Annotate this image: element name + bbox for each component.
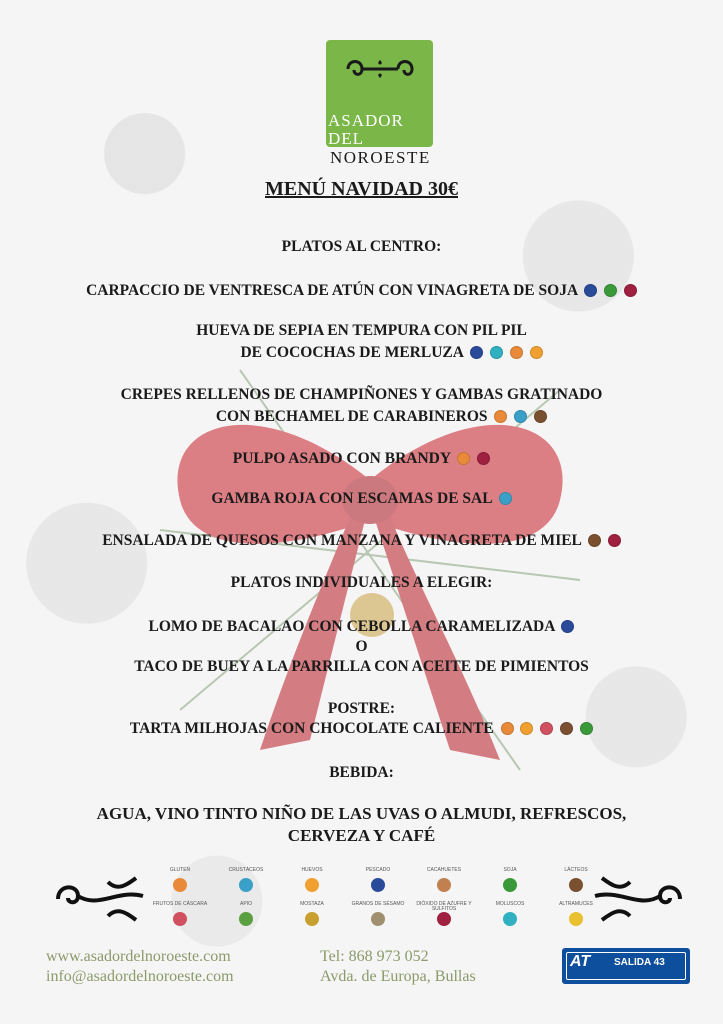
sulphite-allergen-icon: [624, 284, 637, 297]
dish-hueva-line-2: [0, 344, 723, 362]
dish-text: PULPO ASADO CON BRANDY: [232, 450, 451, 467]
dish-text: DE COCOCHAS DE MERLUZA: [240, 344, 464, 361]
allergen-icon: [371, 912, 385, 926]
dish-pulpo: [0, 450, 723, 468]
allergen-icon: [239, 878, 253, 892]
dish-carpaccio: [0, 282, 723, 300]
footer-email[interactable]: info@asadordelnoroeste.com: [46, 968, 234, 985]
allergen-icon: [173, 912, 187, 926]
allergen-label: GLUTEN: [169, 867, 191, 873]
fish-allergen-icon: [561, 620, 574, 633]
allergen-legend-item: [150, 868, 210, 892]
dish-text: CON BECHAMEL DE CARABINEROS: [215, 408, 488, 425]
allergen-legend-item: [216, 868, 276, 892]
allergen-legend-item: [150, 902, 210, 926]
footer-address: Avda. de Europa, Bullas: [320, 968, 476, 985]
logo-line-1: ASADOR: [328, 111, 404, 130]
dish-gamba: [0, 490, 723, 508]
allergen-legend-item: [546, 868, 606, 892]
restaurant-logo: [326, 40, 433, 147]
gluten-allergen-icon: [501, 722, 514, 735]
allergen-icon: [569, 912, 583, 926]
allergen-label: CRUSTÁCEOS: [228, 867, 264, 873]
allergen-label: HUEVOS: [301, 867, 323, 873]
gluten-allergen-icon: [494, 410, 507, 423]
soy-allergen-icon: [580, 722, 593, 735]
allergen-legend-item: [348, 868, 408, 892]
logo-text: [328, 112, 404, 148]
allergen-icon: [305, 912, 319, 926]
ornament-swirl-icon: [340, 54, 420, 84]
or-separator: O: [355, 638, 368, 655]
dish-text: TARTA MILHOJAS CON CHOCOLATE CALIENTE: [129, 720, 494, 737]
allergen-label: MOLUSCOS: [495, 901, 525, 907]
allergen-label: PESCADO: [365, 867, 391, 873]
salida-text: SALIDA 43: [614, 957, 665, 968]
allergen-label: LÁCTEOS: [564, 867, 588, 873]
allergen-label: GRANOS DE SÉSAMO: [351, 901, 405, 907]
allergen-legend-item: [282, 868, 342, 892]
dish-text: GAMBA ROJA CON ESCAMAS DE SAL: [211, 490, 492, 507]
dish-tarta: [0, 720, 723, 738]
logo-subtitle: NOROESTE: [330, 148, 431, 167]
ornament-scroll-left-icon: [48, 874, 148, 924]
allergen-label: SOJA: [503, 867, 517, 873]
allergen-icon: [305, 878, 319, 892]
section-heading-bebida: BEBIDA:: [329, 764, 394, 781]
allergen-icon: [371, 878, 385, 892]
dairy-allergen-icon: [534, 410, 547, 423]
gluten-allergen-icon: [457, 452, 470, 465]
fish-allergen-icon: [470, 346, 483, 359]
dairy-allergen-icon: [560, 722, 573, 735]
dish-crepes-line-2: [0, 408, 723, 426]
menu-title: MENÚ NAVIDAD 30€: [265, 178, 458, 200]
dish-text: LOMO DE BACALAO CON CEBOLLA CARAMELIZADA: [148, 618, 555, 635]
allergen-label: APIO: [240, 901, 252, 907]
dairy-allergen-icon: [588, 534, 601, 547]
allergen-label: FRUTOS DE CÁSCARA: [152, 901, 208, 907]
section-heading-centro: PLATOS AL CENTRO:: [281, 238, 442, 255]
allergen-label: DIÓXIDO DE AZUFRE Y SULFITOS: [416, 901, 472, 912]
drinks-line-2: CERVEZA Y CAFÉ: [287, 826, 436, 845]
dish-bacalao: [0, 618, 723, 636]
allergen-icon: [437, 912, 451, 926]
allergen-legend-item: [348, 902, 408, 926]
dish-crepes-line-1: CREPES RELLENOS DE CHAMPIÑONES Y GAMBAS GRATINADO: [120, 386, 603, 403]
crustacean-allergen-icon: [499, 492, 512, 505]
allergen-icon: [569, 878, 583, 892]
allergen-label: MOSTAZA: [300, 901, 324, 907]
allergen-legend-item: [546, 902, 606, 926]
dish-ensalada: [0, 532, 723, 550]
dish-text: CARPACCIO DE VENTRESCA DE ATÚN CON VINAGRETA DE SOJA: [86, 282, 578, 299]
allergen-legend-item: [414, 868, 474, 892]
allergen-legend-item: [216, 902, 276, 926]
logo-line-2: DEL: [328, 129, 365, 148]
allergen-icon: [173, 878, 187, 892]
allergen-icon: [437, 878, 451, 892]
footer-website[interactable]: www.asadordelnoroeste.com: [46, 948, 231, 965]
allergen-legend-item: [414, 902, 474, 926]
allergen-icon: [503, 912, 517, 926]
dish-taco-buey: TACO DE BUEY A LA PARRILLA CON ACEITE DE PIMIENTOS: [134, 658, 589, 675]
salida-logo-icon: AT: [570, 953, 591, 970]
sulphite-allergen-icon: [477, 452, 490, 465]
allergen-legend-item: [480, 868, 540, 892]
allergen-icon: [503, 878, 517, 892]
salida-43-badge: [562, 948, 690, 984]
crustacean-allergen-icon: [514, 410, 527, 423]
nuts-allergen-icon: [540, 722, 553, 735]
allergen-legend-item: [480, 902, 540, 926]
sulphite-allergen-icon: [608, 534, 621, 547]
allergen-legend-item: [282, 902, 342, 926]
egg-allergen-icon: [520, 722, 533, 735]
dish-hueva-line-1: HUEVA DE SEPIA EN TEMPURA CON PIL PIL: [196, 322, 527, 339]
egg-allergen-icon: [530, 346, 543, 359]
section-heading-individuales: PLATOS INDIVIDUALES A ELEGIR:: [230, 574, 493, 591]
mollusc-allergen-icon: [490, 346, 503, 359]
allergen-label: ALTRAMUCES: [559, 901, 593, 907]
footer-phone: Tel: 868 973 052: [320, 948, 429, 965]
allergen-label: CACAHUETES: [426, 867, 462, 873]
allergen-legend: [150, 867, 593, 938]
allergen-icon: [239, 912, 253, 926]
fish-allergen-icon: [584, 284, 597, 297]
drinks-line-1: AGUA, VINO TINTO NIÑO DE LAS UVAS O ALMUDI, REFRESCOS,: [96, 804, 627, 823]
gluten-allergen-icon: [510, 346, 523, 359]
dish-text: ENSALADA DE QUESOS CON MANZANA Y VINAGRETA DE MIEL: [102, 532, 582, 549]
section-heading-postre: POSTRE:: [327, 700, 396, 717]
soy-allergen-icon: [604, 284, 617, 297]
